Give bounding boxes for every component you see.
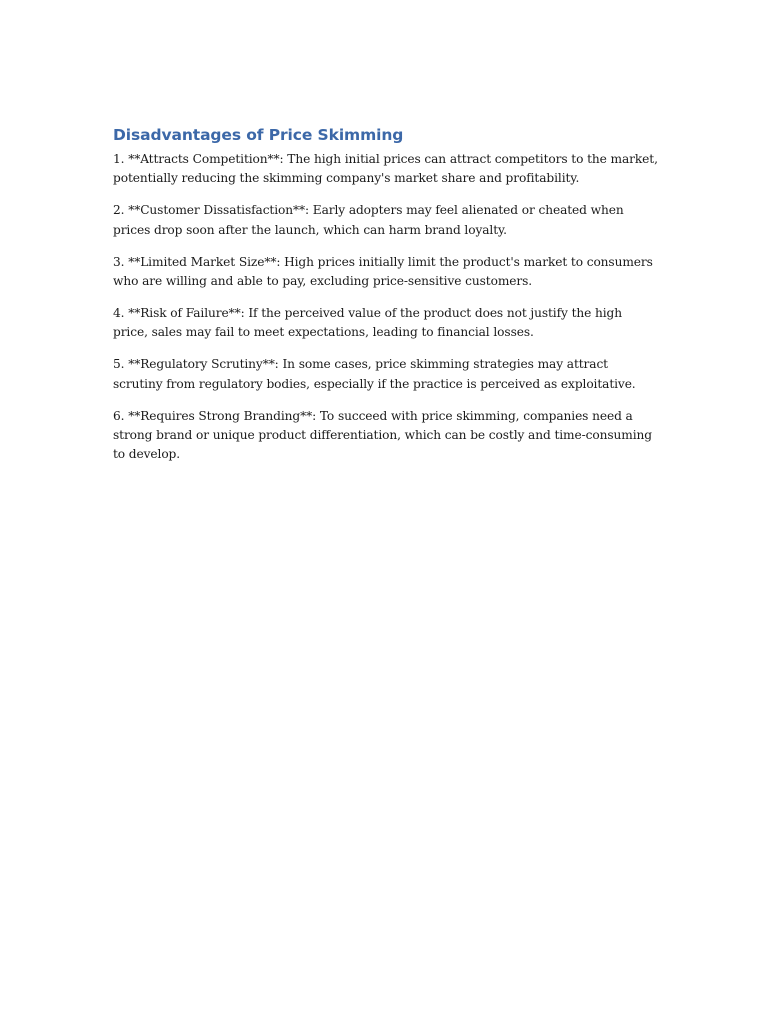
paragraph-customer-dissatisfaction: 2. **Customer Dissatisfaction**: Early adopters may feel alienated or cheated when prices drop soon after the launch, which can harm brand loyalty. — [113, 203, 624, 237]
document-body — [113, 124, 658, 477]
paragraph-attracts-competition: 1. **Attracts Competition**: The high initial prices can attract competitors to the market, potentially reducing the skimming company's market share and profitability. — [113, 152, 658, 186]
paragraph-risk-of-failure: 4. **Risk of Failure**: If the perceived value of the product does not justify the high price, sales may fail to meet expectations, leading to financial losses. — [113, 305, 623, 340]
section-heading: Disadvantages of Price Skimming — [113, 126, 404, 144]
paragraph-regulatory-scrutiny: 5. **Regulatory Scrutiny**: In some cases, price skimming strategies may attract scrutiny from regulatory bodies, especially if the practice is perceived as exploitative. — [113, 357, 636, 391]
paragraph-limited-market-size: 3. **Limited Market Size**: High prices initially limit the product's market to consumers who are willing and able to pay, excluding price-sensitive customers. — [113, 254, 653, 289]
paragraph-requires-strong-branding: 6. **Requires Strong Branding**: To succeed with price skimming, companies need a strong brand or unique product differentiation, which can be costly and time-consuming to develop. — [113, 408, 652, 462]
